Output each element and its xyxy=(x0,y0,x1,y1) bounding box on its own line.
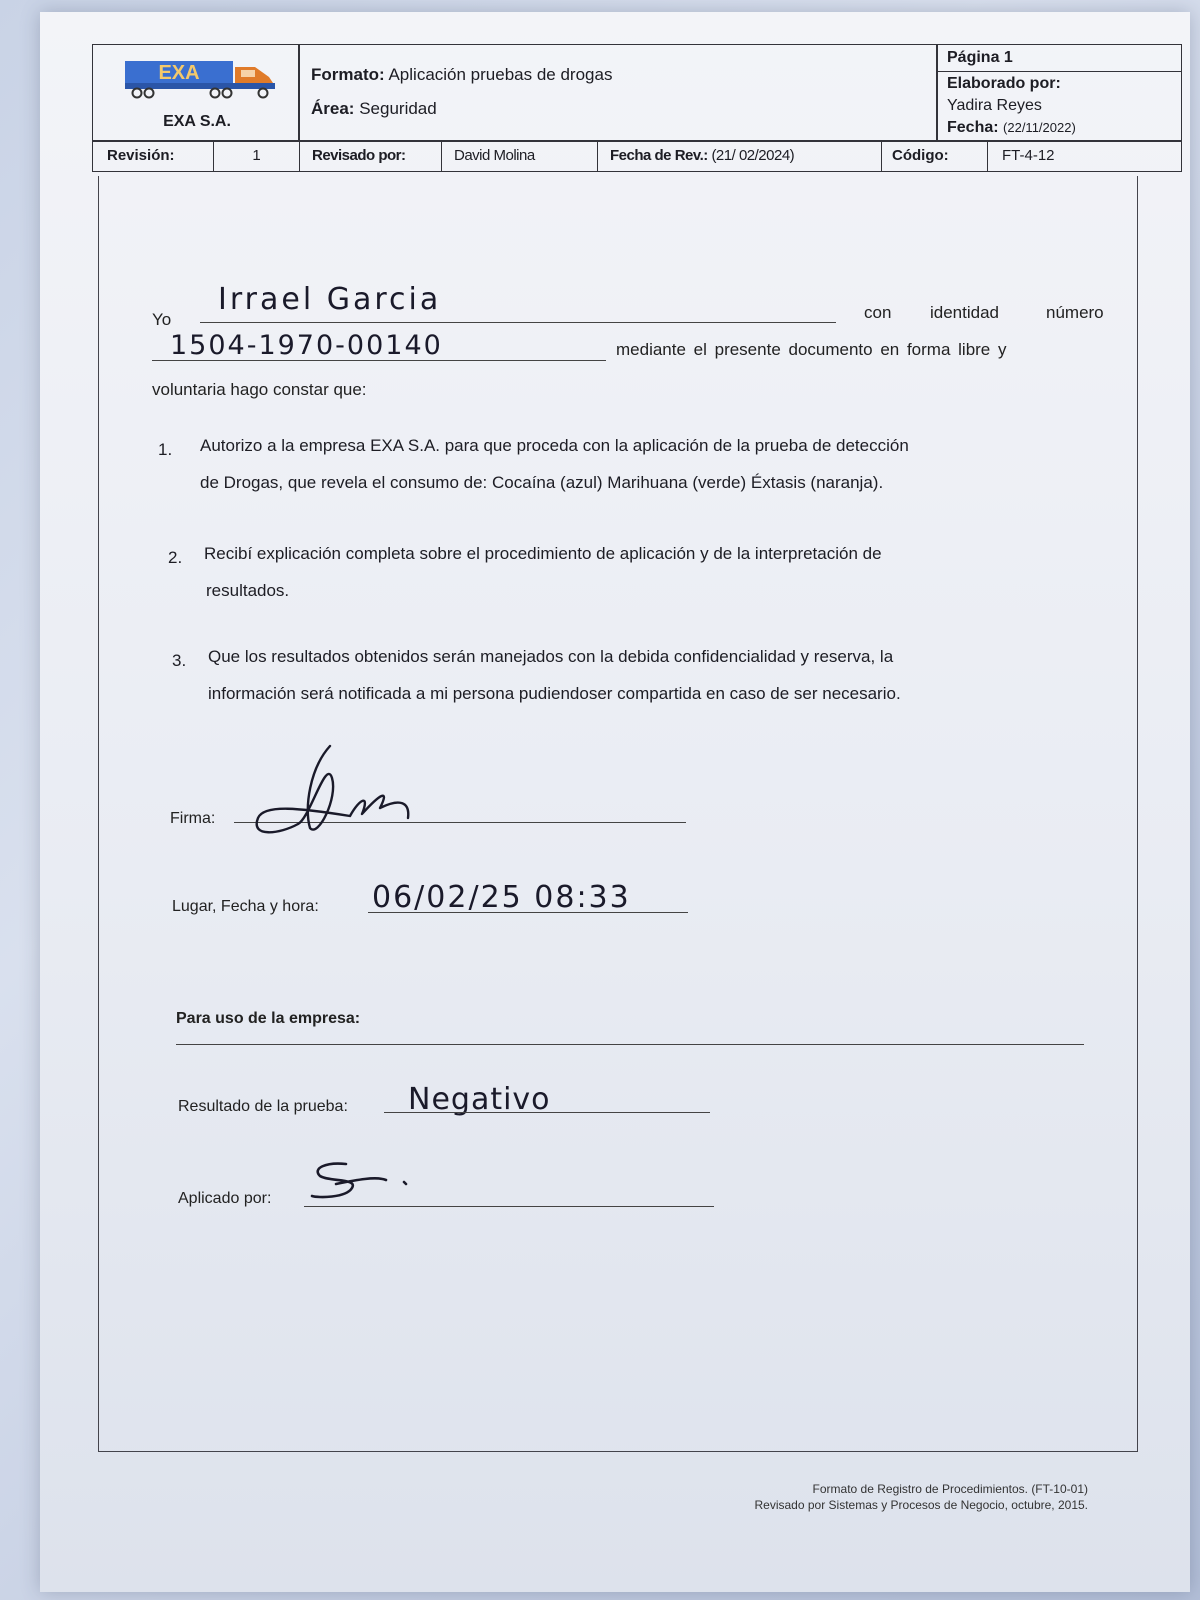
area-value: Seguridad xyxy=(359,99,437,118)
item-2-line-1: Recibí explicación completa sobre el procedimiento de aplicación y de la interpretación de xyxy=(204,544,882,563)
title-cell xyxy=(298,44,938,142)
logo-cell xyxy=(92,44,300,142)
prepared-value: Yadira Reyes xyxy=(947,97,1042,114)
reviewed-value: David Molina xyxy=(441,141,597,171)
result-line xyxy=(384,1112,710,1113)
numero-word: número xyxy=(1046,303,1104,322)
item-1-line-2: de Drogas, que revela el consumo de: Cocaína (azul) Marihuana (verde) Éxtasis (naranja). xyxy=(200,473,884,492)
reviewed-label: Revisado por: xyxy=(299,141,441,171)
identidad-word: identidad xyxy=(930,303,1000,322)
handwritten-id-number: 1504-1970-00140 xyxy=(170,330,443,361)
area-line xyxy=(311,99,437,119)
company-use-heading: Para uso de la empresa: xyxy=(176,1010,361,1027)
item-2-number: 2. xyxy=(168,548,183,567)
con-word: con xyxy=(864,303,892,322)
revision-value: 1 xyxy=(213,141,299,171)
signature-drawing xyxy=(240,738,430,858)
footer-line-1: Formato de Registro de Procedimientos. (FT-10-01) xyxy=(812,1482,1088,1496)
item-1-number: 1. xyxy=(158,440,173,459)
lugar-label: Lugar, Fecha y hora: xyxy=(172,898,319,915)
rev-date xyxy=(597,141,881,171)
format-line xyxy=(311,65,612,85)
logo-text: EXA xyxy=(158,62,200,84)
handwritten-name: Irrael Garcia xyxy=(218,282,442,317)
format-value: Aplicación pruebas de drogas xyxy=(388,65,613,84)
company-logo xyxy=(123,55,278,105)
yo-label: Yo xyxy=(152,310,172,329)
area-label: Área: xyxy=(311,99,355,118)
id-line xyxy=(152,360,606,361)
revision-row xyxy=(92,140,1182,172)
name-line xyxy=(200,322,836,323)
handwritten-date-time: 06/02/25 08:33 xyxy=(372,880,631,915)
revision-label: Revisión: xyxy=(107,147,175,164)
rev-date-value: (21/ 02/2024) xyxy=(711,147,795,164)
rev-date-label: Fecha de Rev.: xyxy=(610,147,708,164)
item-2-line-2: resultados. xyxy=(206,581,290,600)
code-label: Código: xyxy=(881,141,987,171)
result-label: Resultado de la prueba: xyxy=(178,1098,348,1115)
company-use-line xyxy=(176,1044,1084,1045)
item-3-number: 3. xyxy=(172,651,187,670)
page-number: Página 1 xyxy=(947,49,1013,66)
form-header xyxy=(92,44,1182,172)
date-label: Fecha: xyxy=(947,119,999,136)
applied-signature-drawing xyxy=(306,1158,426,1208)
item-3-line-1: Que los resultados obtenidos serán manejados con la debida confidencialidad y reserva, la xyxy=(208,647,894,666)
lugar-line xyxy=(368,912,688,913)
voluntaria-text: voluntaria hago constar que: xyxy=(152,380,367,399)
code-value: FT-4-12 xyxy=(987,141,1181,171)
item-1-line-1: Autorizo a la empresa EXA S.A. para que proceda con la aplicación de la prueba de detección xyxy=(200,436,909,455)
company-name: EXA S.A. xyxy=(163,113,231,130)
firma-label: Firma: xyxy=(170,810,216,827)
applied-label: Aplicado por: xyxy=(178,1190,272,1207)
mediante-text: mediante el presente documento en forma libre y xyxy=(616,340,1007,359)
date-value: (22/11/2022) xyxy=(1003,120,1076,135)
footer-line-2: Revisado por Sistemas y Procesos de Negocio, octubre, 2015. xyxy=(754,1498,1088,1512)
item-3-line-2: información será notificada a mi persona pudiendoser compartida en caso de ser necesario. xyxy=(208,684,901,703)
page-info-cell xyxy=(936,44,1182,142)
handwritten-result: Negativo xyxy=(408,1082,551,1117)
format-label: Formato: xyxy=(311,65,385,84)
date-line xyxy=(947,119,1076,137)
prepared-label: Elaborado por: xyxy=(947,75,1061,92)
